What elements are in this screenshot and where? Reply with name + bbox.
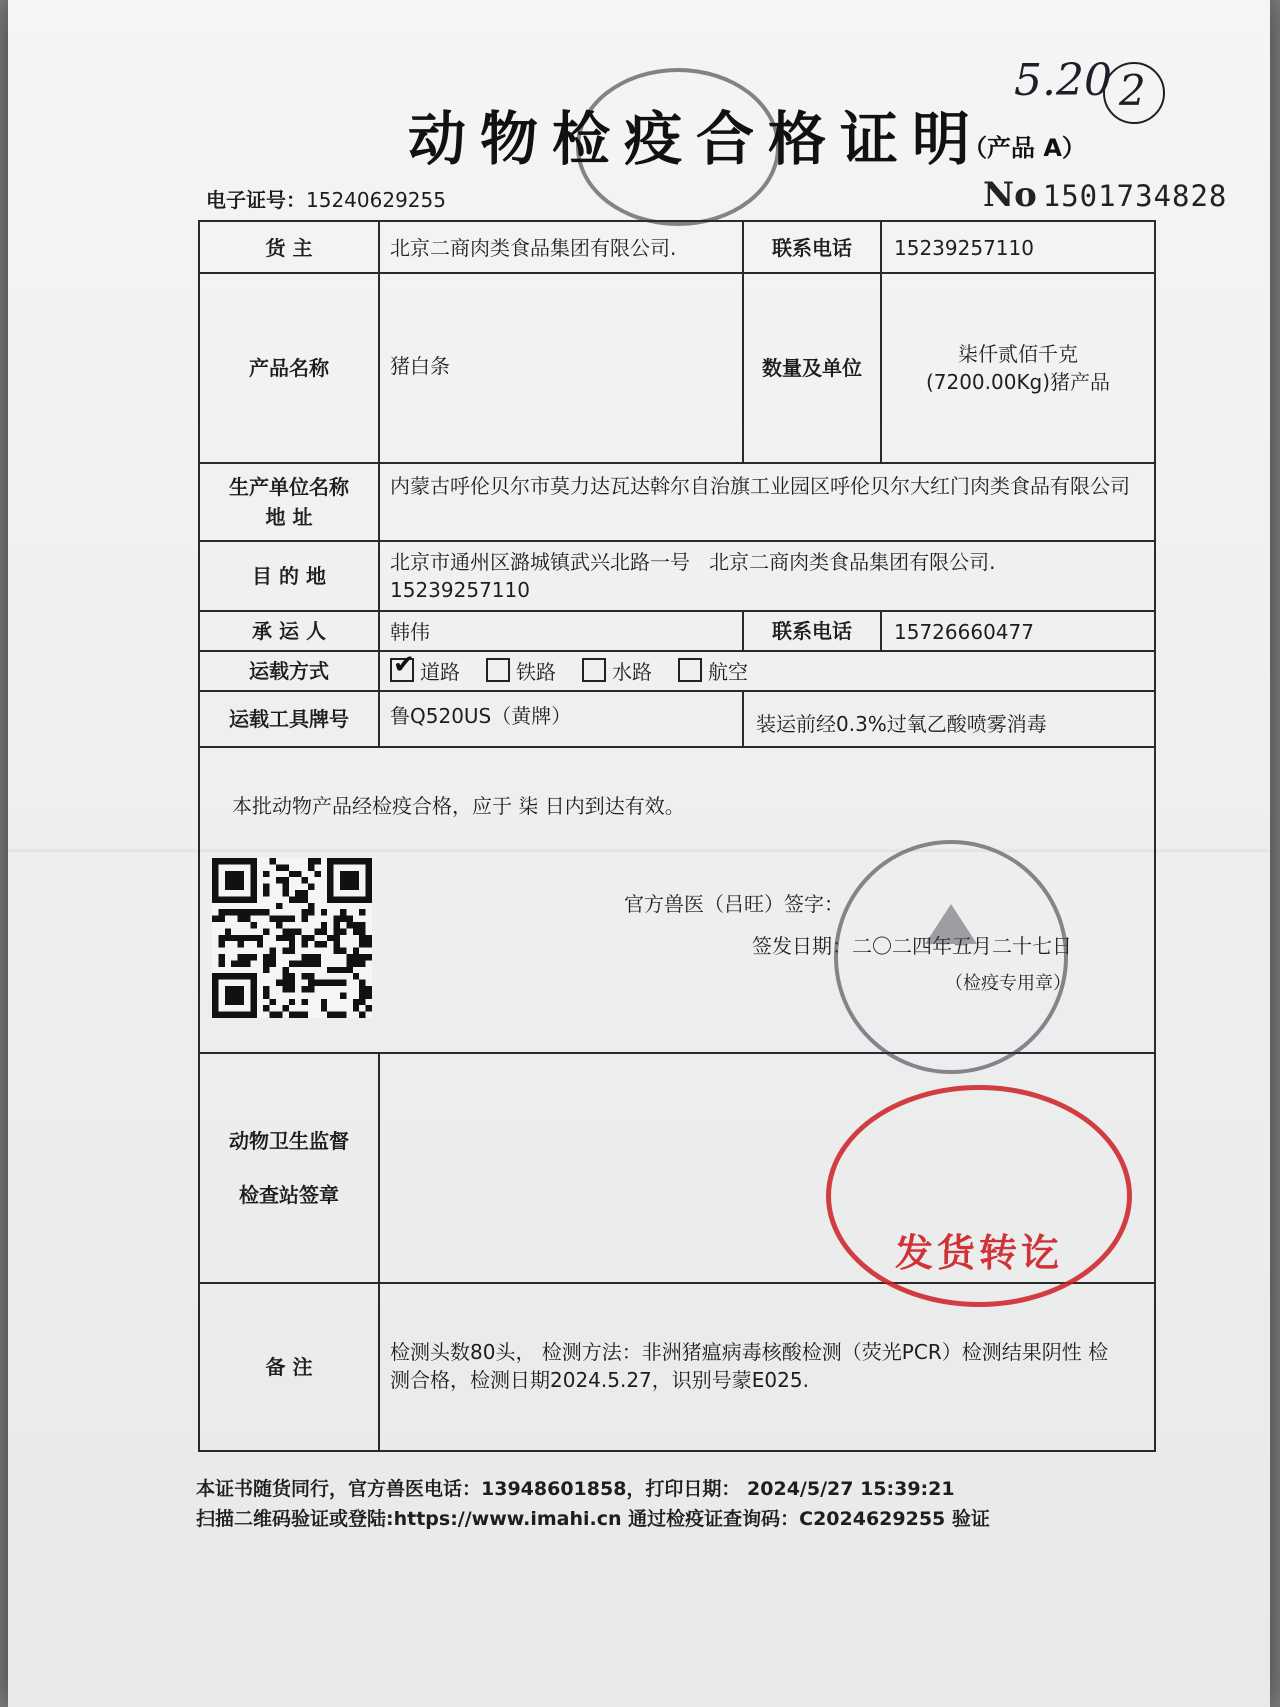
cert-no-value: 1501734828 [1042,179,1228,213]
transport-mode-0[interactable] [390,658,460,686]
footer-line-1: 本证书随货同行，官方兽医电话：13948601858，打印日期： 2024/5/27 15:39:21 [196,1478,955,1500]
producer-value: 内蒙古呼伦贝尔市莫力达瓦达斡尔自治旗工业园区呼伦贝尔大红门肉类食品有限公司 [390,474,1130,498]
checkbox-icon[interactable] [390,658,414,682]
product-value: 猪白条 [390,354,450,378]
checkbox-icon[interactable] [678,658,702,682]
transport-mode-2[interactable] [582,658,652,686]
document-title: 动物检疫合格证明 [408,105,985,173]
transport-mode-label: 铁路 [516,660,556,684]
document-title-suffix: （产品 A） [963,134,1086,162]
shipper-value: 北京二商肉类食品集团有限公司. [390,236,677,260]
transport-mode-label: 水路 [612,660,652,684]
e-cert-label: 电子证号： [206,188,306,212]
remarks-label: 备 注 [265,1355,313,1379]
issue-date-value: 二〇二四年五月二十七日 [852,934,1072,958]
destination-label: 目 的 地 [252,564,326,588]
carrier-label: 承 运 人 [252,619,326,643]
transport-mode-1[interactable] [486,658,556,686]
footer-line-2: 扫描二维码验证或登陆:https://www.imahi.cn 通过检疫证查询码：C2024629255 验证 [196,1508,990,1530]
e-cert-value: 15240629255 [306,188,446,212]
product-label: 产品名称 [249,356,329,380]
qr-code-icon[interactable] [208,858,376,1018]
vet-signature-label: 官方兽医（吕旺）签字： [624,892,844,916]
shipper-phone-value: 15239257110 [894,236,1034,260]
checkpoint-label [200,1054,378,1282]
quantity-line-2: (7200.00Kg)猪产品 [925,370,1111,394]
vehicle-value: 鲁Q520US（黄牌） [390,704,572,728]
transport-label: 运载方式 [249,659,329,683]
shipper-label: 货 主 [265,236,313,260]
shipping-seal-center-text: 发货转讫 [894,1230,1063,1275]
quantity-label: 数量及单位 [762,356,862,380]
cert-number [983,175,1227,215]
carrier-phone-label: 联系电话 [772,619,852,643]
destination-value [390,548,1140,604]
shipper-phone-label: 联系电话 [772,236,852,260]
shipping-seal-icon [826,1085,1132,1307]
checkpoint-label-line-1: 动物卫生监督 [229,1129,349,1153]
certificate-paper [8,0,1270,1707]
vehicle-label: 运载工具牌号 [229,707,349,731]
validity-statement: 本批动物产品经检疫合格，应于 柒 日内到达有效。 [232,794,685,818]
carrier-value: 韩伟 [390,620,430,644]
stamp-purpose: （检疫专用章） [945,973,1071,994]
checkbox-icon[interactable] [486,658,510,682]
remarks-value [390,1338,1150,1394]
destination-line-2: 15239257110 [390,578,530,602]
remarks-line-2: 测合格，检测日期2024.5.27，识别号蒙E025. [390,1368,809,1392]
producer-label-line-2: 地 址 [265,505,313,529]
inspection-seal-icon [834,840,1068,1074]
remarks-line-1: 检测头数80头， 检测方法：非洲猪瘟病毒核酸检测（荧光PCR）检测结果阴性 检 [390,1340,1109,1364]
carrier-phone-value: 15726660477 [894,620,1034,644]
issue-date-label: 签发日期： [752,934,852,958]
transport-mode-label: 航空 [708,660,748,684]
e-cert-number [206,184,446,213]
quantity-value [882,340,1154,396]
checkpoint-label-line-2: 检查站签章 [239,1183,339,1207]
cert-no-label: No [983,175,1037,215]
handwritten-circle: 2 [1103,62,1165,124]
transport-mode-3[interactable] [678,658,748,686]
disinfection-note: 装运前经0.3%过氧乙酸喷雾消毒 [756,712,1047,736]
producer-label [200,464,378,540]
quantity-line-1: 柒仟贰佰千克 [958,342,1078,366]
checkbox-icon[interactable] [582,658,606,682]
producer-label-line-1: 生产单位名称 [229,475,349,499]
destination-line-1: 北京市通州区潞城镇武兴北路一号 北京二商肉类食品集团有限公司. [390,550,996,574]
transport-mode-label: 道路 [420,660,460,684]
transport-mode-group [390,658,774,686]
handwritten-note: 5.20 [1014,55,1112,106]
